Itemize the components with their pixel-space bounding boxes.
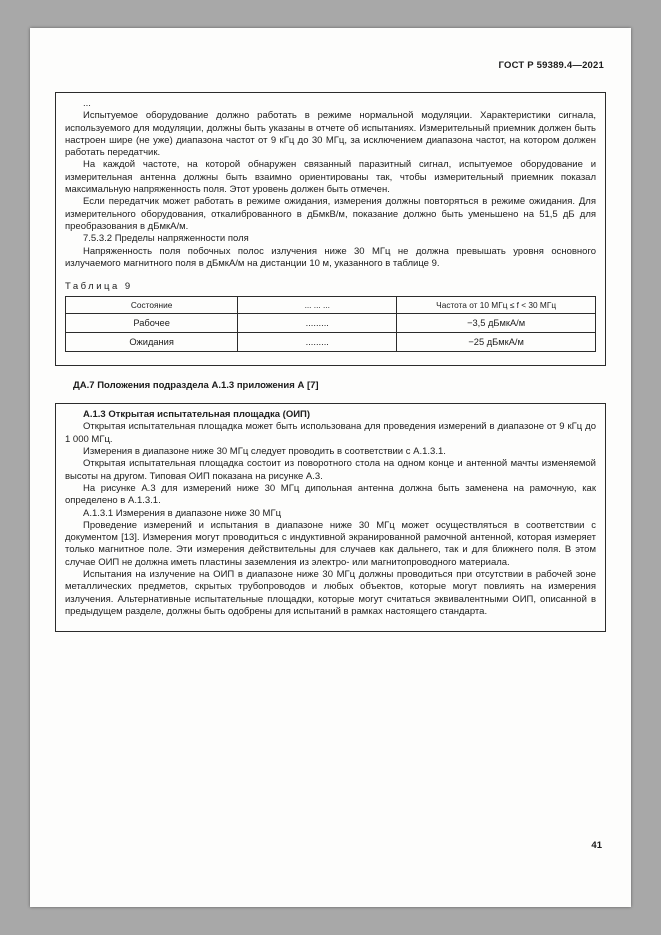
table-header-state: Состояние <box>66 297 238 314</box>
excerpt-box-1 <box>55 92 606 366</box>
section-heading-da7: ДА.7 Положения подраздела А.1.3 приложения А [7] <box>73 380 319 392</box>
paragraph: Открытая испытательная площадка состоит из поворотного стола на одном конце и антенной мачты изменяемой высоты на другом. Типовая ОИП показана на рисунке А.3. <box>65 458 596 482</box>
cell-state: Рабочее <box>66 314 238 333</box>
cell-value: −25 дБмкА/м <box>397 333 596 352</box>
cell-dots: ......... <box>238 333 397 352</box>
table-9 <box>65 296 596 352</box>
page-number: 41 <box>591 840 602 851</box>
table-header-frequency: Частота от 10 МГц ≤ f < 30 МГц <box>397 297 596 314</box>
table-row <box>66 314 596 333</box>
paragraph-ellipsis: ... <box>83 98 91 109</box>
paragraph: Испытания на излучение на ОИП в диапазоне ниже 30 МГц должны проводиться при отсутствии в рабочей зоне металлических предметов, скрытых трубопроводов и любых объектов, которые могут повлиять на измерения излучения. Альтернативные испытательные площадки, которые могут считаться эквивалентными ОИП, описанной в предыдущем разделе, должны быть одобрены для испытаний в рамках настоящего стандарта. <box>65 569 596 617</box>
paragraph: На каждой частоте, на которой обнаружен связанный паразитный сигнал, испытуемое оборудование и измерительная антенна должны быть взаимно ориентированы так, чтобы измерительный приемник показал максимальную напряженность поля. Этот уровень должен быть отмечен. <box>65 159 596 196</box>
cell-dots: ......... <box>238 314 397 333</box>
document-page <box>30 28 631 907</box>
table-header-dots: ... ... ... <box>238 297 397 314</box>
paragraph: На рисунке А.3 для измерений ниже 30 МГц дипольная антенна должна быть заменена на рамочную, как определено в А.1.3.1. <box>65 482 596 507</box>
table-caption: Таблица 9 <box>65 281 133 293</box>
table-row <box>66 333 596 352</box>
document-header: ГОСТ Р 59389.4—2021 <box>498 60 604 71</box>
paragraph: Испытуемое оборудование должно работать в режиме нормальной модуляции. Характеристики сигнала, используемого для модуляции, должны быть указаны в отчете об испытаниях. Измерительный приемник должен быть настроен шире (не уже) диапазона частот от 9 кГц до 30 МГц, за исключением диапазона частот, на котором должен работать передатчик. <box>65 110 596 159</box>
excerpt-box-2 <box>55 403 606 632</box>
subclause-heading: 7.5.3.2 Пределы напряженности поля <box>83 233 249 245</box>
paragraph: Открытая испытательная площадка может быть использована для проведения измерений в диапазоне от 9 кГц до 1 000 МГц. <box>65 421 596 445</box>
paragraph: Если передатчик может работать в режиме ожидания, измерения должны повторяться в режиме ожидания. Для измерительного оборудования, откалиброванного в дБмкВ/м, показание должно быть уменьшено на 51,5 дБ для преобразования в дБмкА/м. <box>65 196 596 232</box>
annex-title: А.1.3 Открытая испытательная площадка (ОИП) <box>83 409 311 421</box>
paragraph: Измерения в диапазоне ниже 30 МГц следует проводить в соответствии с А.1.3.1. <box>83 446 446 458</box>
table-header-row <box>66 297 596 314</box>
subclause-heading: А.1.3.1 Измерения в диапазоне ниже 30 МГц <box>83 507 282 519</box>
cell-state: Ожидания <box>66 333 238 352</box>
paragraph: Проведение измерений и испытания в диапазоне ниже 30 МГц может осуществляться в соответствии с документом [13]. Измерения могут проводиться с индуктивной экранированной рамочной антенной, которая измеряет только магнитное поле. Эти измерения действительны для случаев как дальнего, так и для ближнего поля. В этом случае ОИП не должна иметь пластины заземления из электро- или магнитопроводного материала. <box>65 519 596 568</box>
cell-value: −3,5 дБмкА/м <box>397 314 596 333</box>
paragraph: Напряженность поля побочных полос излучения ниже 30 МГц не должна превышать уровня основного излучаемого магнитного поля в дБмкА/м на дистанции 10 м, указанного в таблице 9. <box>65 245 596 269</box>
